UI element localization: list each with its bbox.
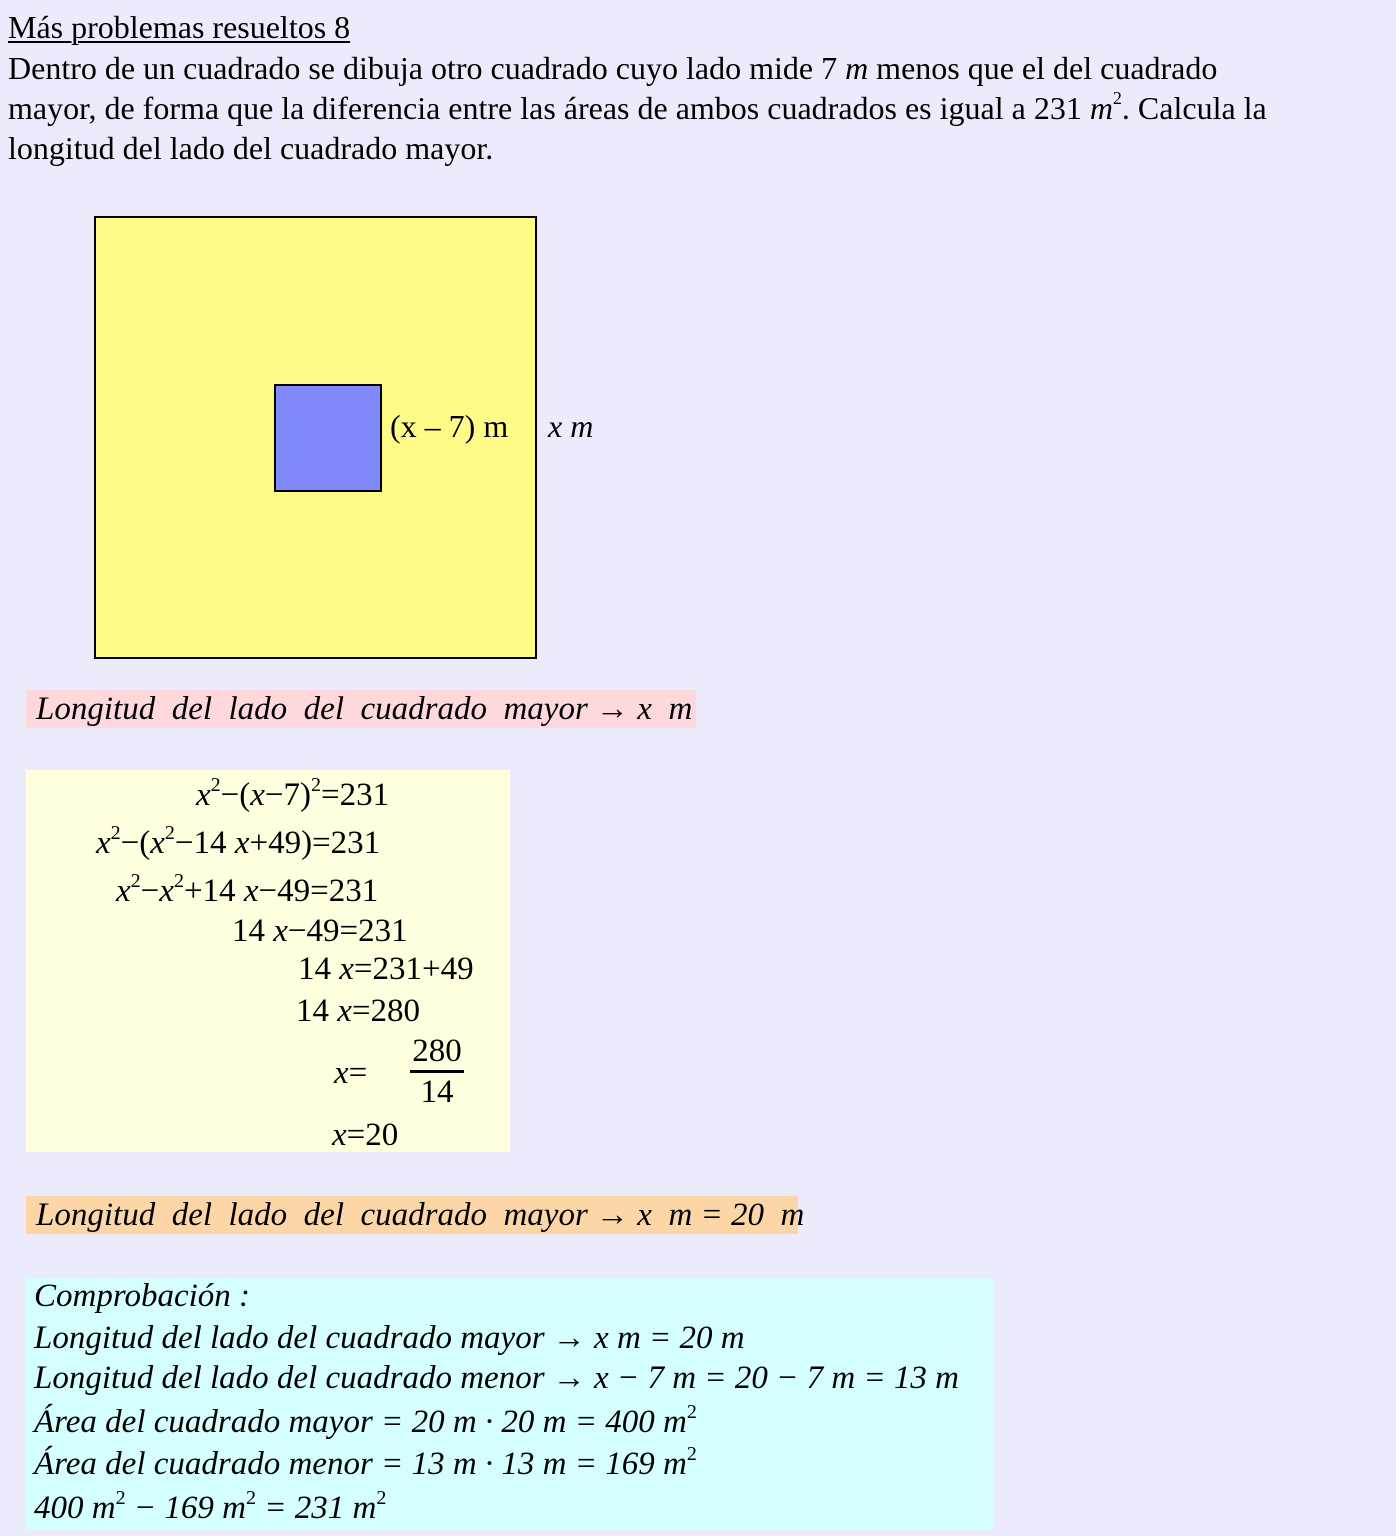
equation-line: 14 x=231+49	[298, 951, 474, 987]
small-square-label: (x – 7) m	[390, 408, 509, 444]
statement-text: Dentro de un cuadrado se dibuja otro cuadrado cuyo lado mide 7	[8, 50, 846, 86]
statement-text: menos que el del cuadrado	[868, 50, 1218, 86]
check-area-big: Área del cuadrado mayor = 20 m · 20 m = 400 m	[34, 1404, 687, 1440]
problem-statement	[8, 48, 1393, 168]
statement-exponent: 2	[1112, 88, 1122, 108]
check-difference: 400 m	[34, 1490, 116, 1526]
statement-text: mayor, de forma que la diferencia entre las áreas de ambos cuadrados es igual a 231	[8, 90, 1090, 126]
fraction-denominator: 14	[420, 1074, 454, 1110]
answer-box	[26, 1196, 805, 1234]
statement-text: longitud del lado del cuadrado mayor.	[8, 130, 494, 166]
definition-box	[26, 690, 696, 728]
equation-line: $x^2-(x^2-14$ x+49)=231	[96, 822, 381, 861]
equation-line: 14 x−49=231	[232, 913, 408, 949]
equation-line: x=20	[332, 1117, 399, 1153]
statement-unit: m	[1089, 90, 1113, 126]
check-line	[34, 1402, 697, 1442]
small-square	[274, 384, 382, 492]
equation-lhs: x=	[334, 1055, 368, 1091]
fraction-numerator: 280	[410, 1032, 464, 1073]
fraction	[410, 1032, 464, 1111]
check-line	[34, 1488, 386, 1528]
check-difference: − 169 m	[125, 1490, 246, 1526]
check-difference: = 231 m	[255, 1490, 377, 1526]
equation-line: $x^2-x^2+14$ x−49=231	[116, 870, 379, 909]
page-title: Más problemas resueltos 8	[8, 9, 351, 45]
check-box	[26, 1278, 994, 1530]
check-line: Longitud del lado del cuadrado mayor → x m = 20 m	[34, 1320, 745, 1356]
check-heading: Comprobación :	[34, 1278, 251, 1314]
exponent: 2	[245, 1487, 256, 1509]
statement-unit: m	[845, 50, 869, 86]
definition-text: Longitud del lado del cuadrado mayor → x m	[36, 691, 693, 727]
big-square-label: x m	[548, 408, 594, 444]
statement-text: . Calcula la	[1121, 90, 1267, 126]
check-line	[34, 1444, 697, 1484]
check-area-small: Área del cuadrado menor = 13 m · 13 m = 169 m	[34, 1446, 687, 1482]
exponent: 2	[376, 1487, 387, 1509]
equation-line: $x^2-(x-7)^2=231$	[196, 774, 390, 813]
check-line: Longitud del lado del cuadrado menor → x − 7 m = 20 − 7 m = 13 m	[34, 1360, 960, 1396]
answer-text: Longitud del lado del cuadrado mayor → x m = 20 m	[36, 1197, 805, 1233]
exponent: 2	[115, 1487, 126, 1509]
equation-line: 14 x=280	[296, 993, 421, 1029]
solution-box	[26, 770, 510, 1152]
exponent: 2	[686, 1401, 697, 1423]
exponent: 2	[686, 1443, 697, 1465]
